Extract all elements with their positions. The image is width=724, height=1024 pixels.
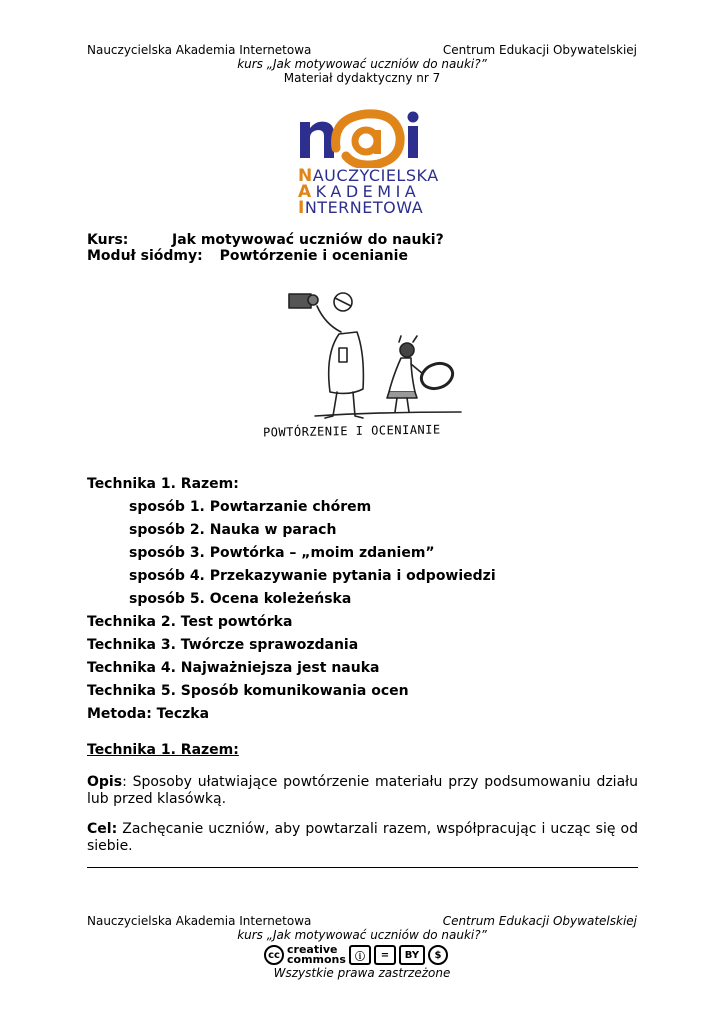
section-heading: Technika 1. Razem: (87, 742, 239, 758)
opis-label: Opis (87, 774, 123, 790)
toc-subitem: sposób 5. Ocena koleżeńska (129, 591, 352, 607)
illustration-caption: POWTÓRZENIE I OCENIANIE (262, 422, 441, 440)
course-title: Jak motywować uczniów do nauki? (172, 232, 444, 248)
header-course: kurs „Jak motywować uczniów do nauki?” (237, 57, 487, 71)
footer-rights: Wszystkie prawa zastrzeżone (273, 966, 451, 980)
divider (87, 867, 638, 868)
cc-by-icon: BY (399, 945, 425, 965)
teacher-student-drawing-icon (255, 284, 467, 429)
toc-item: Technika 4. Najważniejsza jest nauka (87, 660, 380, 676)
toc-item: Metoda: Teczka (87, 706, 210, 722)
footer-right-text: Centrum Edukacji Obywatelskiej (442, 914, 637, 928)
illustration (255, 284, 467, 444)
course-label: Kurs: (87, 232, 129, 248)
cel-label: Cel: (87, 821, 118, 837)
cc-noncommercial-icon: $ (428, 945, 448, 965)
header-left-text: Nauczycielska Akademia Internetowa (87, 43, 312, 57)
toc-item: Technika 3. Twórcze sprawozdania (87, 637, 359, 653)
opis-text: : Sposoby ułatwiające powtórzenie materiału przy podsumowaniu działu lub przed klasówką. (87, 774, 638, 807)
cc-icon: cc (264, 945, 284, 965)
opis-paragraph (87, 774, 638, 808)
cc-info-icon: ⓘ (349, 945, 371, 965)
module-title: Powtórzenie i ocenianie (219, 248, 408, 264)
toc-item: Technika 1. Razem: (87, 476, 239, 492)
creative-commons-badge (264, 944, 448, 966)
course-line (87, 232, 444, 248)
cc-wordmark: creative commons (287, 943, 346, 966)
module-line (87, 248, 408, 264)
nai-logo-wordmark: NAUCZYCIELSKA AKADEMIA INTERNETOWA (298, 166, 439, 218)
toc-subitem: sposób 3. Powtórka – „moim zdaniem” (129, 545, 435, 561)
cel-paragraph (87, 821, 638, 855)
footer-course: kurs „Jak motywować uczniów do nauki?” (237, 928, 487, 942)
toc-subitem: sposób 4. Przekazywanie pytania i odpowiedzi (129, 568, 496, 584)
cc-noderivs-icon: = (374, 945, 396, 965)
toc-subitem: sposób 2. Nauka w parach (129, 522, 337, 538)
toc-item: Technika 2. Test powtórka (87, 614, 293, 630)
toc-subitem: sposób 1. Powtarzanie chórem (129, 499, 372, 515)
nai-logo-mark-icon (296, 108, 431, 168)
cel-text: Zachęcanie uczniów, aby powtarzali razem, współpracując i ucząc się od siebie. (87, 821, 638, 854)
header-right-text: Centrum Edukacji Obywatelskiej (442, 43, 637, 57)
module-label: Moduł siódmy: (87, 248, 203, 264)
header-material: Materiał dydaktyczny nr 7 (283, 71, 441, 85)
footer-left-text: Nauczycielska Akademia Internetowa (87, 914, 312, 928)
toc-item: Technika 5. Sposób komunikowania ocen (87, 683, 409, 699)
